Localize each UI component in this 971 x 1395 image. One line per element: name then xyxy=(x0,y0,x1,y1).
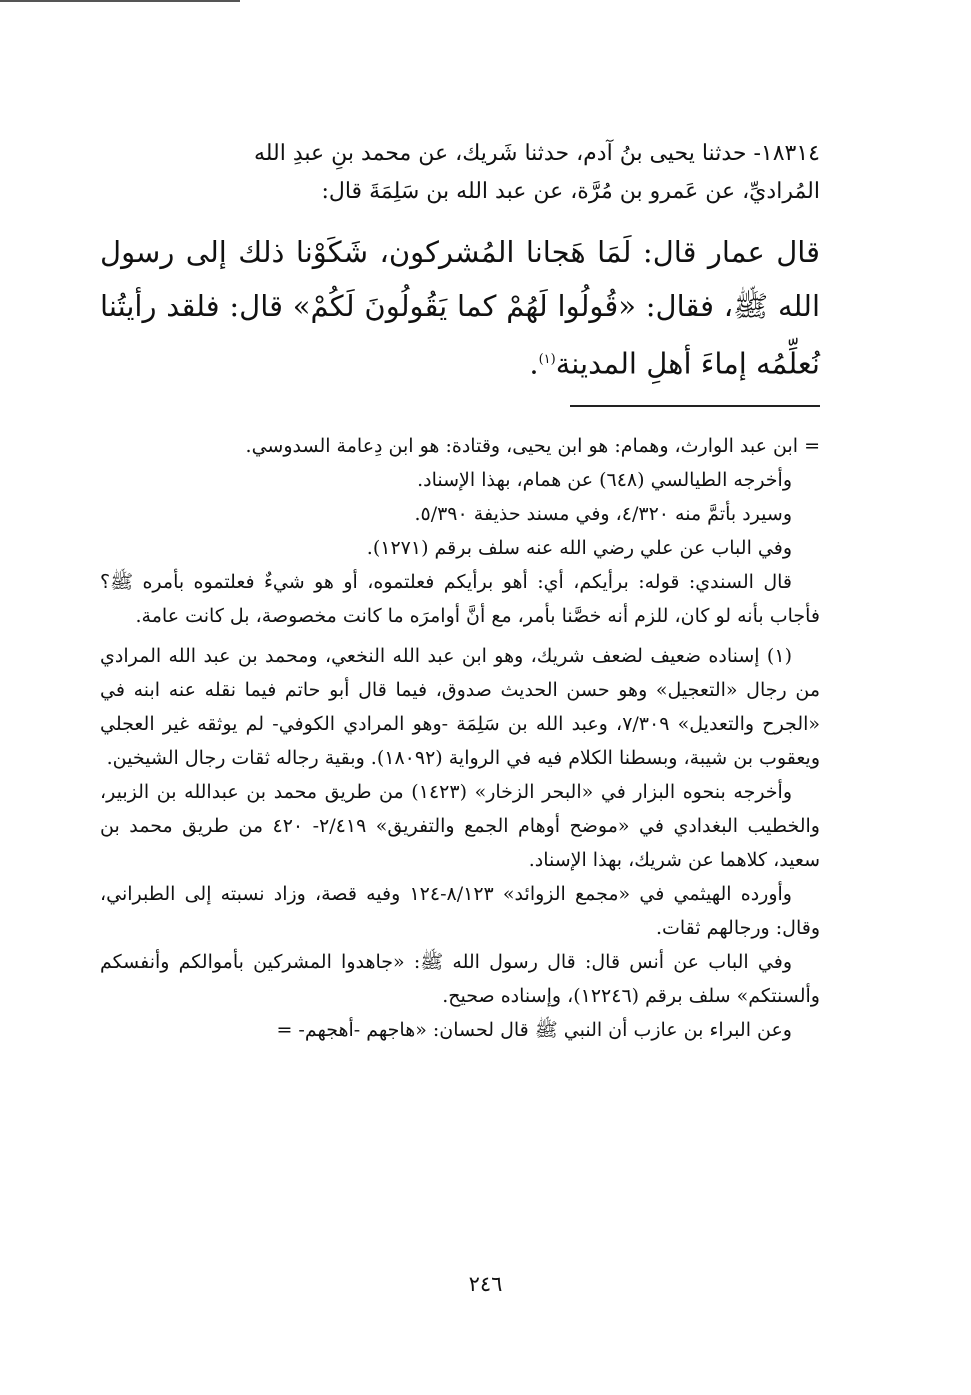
footnote-paragraph: وأخرجه الطيالسي (٦٤٨) عن همام، بهذا الإسناد. xyxy=(417,468,792,491)
footnote-paragraph: وفي الباب عن علي رضي الله عنه سلف برقم (١٢٧١). xyxy=(366,536,792,559)
footnote-divider xyxy=(570,405,820,407)
page-body xyxy=(100,135,820,1047)
chain-line: المُراديِّ، عن عَمرو بن مُرَّة، عن عبد الله بن سَلِمَةَ قال: xyxy=(321,179,820,204)
footnote-paragraph: وسيرد بأتمَّ منه ٤/٣٢٠، وفي مسند حذيفة ٥/٣٩٠. xyxy=(414,502,792,525)
hadith-chain xyxy=(100,135,820,211)
footnote-paragraph: = ابن عبد الوارث، وهمام: هو ابن يحيى، وقتادة: هو ابن دِعامة السدوسي. xyxy=(245,434,820,457)
hadith-text xyxy=(100,225,820,391)
footnote-paragraph: قال السندي: قوله: برأيكم، أي: أهو برأيكم فعلتموه، أو هو شيءٌ فعلتموه بأمره ﷺ؟ فأجاب بأنه لو كان، للزم أنه خصَّنا بأمر، مع أنَّ أوامرَه ما كانت مخصوصة، بل كانت عامة. xyxy=(100,570,820,627)
page-number: ٢٤٦ xyxy=(468,1272,503,1296)
chain-line: ١٨٣١٤- حدثنا يحيى بنُ آدم، حدثنا شَريك، عن محمد بنِ عبدِ الله xyxy=(253,141,820,166)
footnote-paragraph: وعن البراء بن عازب أن النبي ﷺ قال لحسان: «هاجهم -أهجهم- = xyxy=(276,1018,792,1041)
top-rule xyxy=(0,0,240,2)
footnote-paragraph: وأورده الهيثمي في «مجمع الزوائد» ٨/١٢٣-١٢٤ وفيه قصة، وزاد نسبته إلى الطبراني، وقال: ورجالهم ثقات. xyxy=(100,882,820,939)
footnote-paragraph: وأخرجه بنحوه البزار في «البحر الزخار» (١٤٢٣) من طريق محمد بن عبدالله بن الزبير، والخطيب البغدادي في «موضح أوهام الجمع والتفريق» ٢/٤١٩- ٤٢٠ من طريق محمد بن سعيد، كلاهما عن شريك، بهذا الإسناد. xyxy=(100,780,820,871)
hadith-text-body: قال عمار قال: لَمَا هَجانا المُشركون، شَكَوْنا ذلك إلى رسول الله ﷺ، فقال: «قُولُوا لَهُمْ كما يَقُولُونَ لَكُمْ» قال: فلقد رأيتُنا نُعلِّمُه إماءَ أهلِ المدينة xyxy=(100,235,820,381)
footnotes xyxy=(100,429,820,1047)
footnote-paragraph: وفي الباب عن أنس قال: قال رسول الله ﷺ: «جاهدوا المشركين بأموالكم وأنفسكم وألسنتكم» سلف برقم (١٢٢٤٦)، وإسناده صحيح. xyxy=(100,950,820,1007)
footnote-paragraph: (١) إسناده ضعيف لضعف شريك، وهو ابن عبد الله النخعي، ومحمد بن عبد الله المرادي من رجال «التعجيل» وهو حسن الحديث صدوق، فيما قال أبو حاتم فيما نقله عنه ابنه في «الجرح والتعديل» ٧/٣٠٩، وعبد الله بن سَلِمَة -وهو المرادي الكوفي- لم يوثقه غير العجلي ويعقوب بن شيبة، وبسطنا الكلام فيه في الرواية (١٨٠٩٢). وبقية رجاله ثقات رجال الشيخين. xyxy=(100,644,821,769)
footnote-ref[interactable]: (١) xyxy=(538,352,556,367)
hadith-end-mark: . xyxy=(529,346,539,381)
